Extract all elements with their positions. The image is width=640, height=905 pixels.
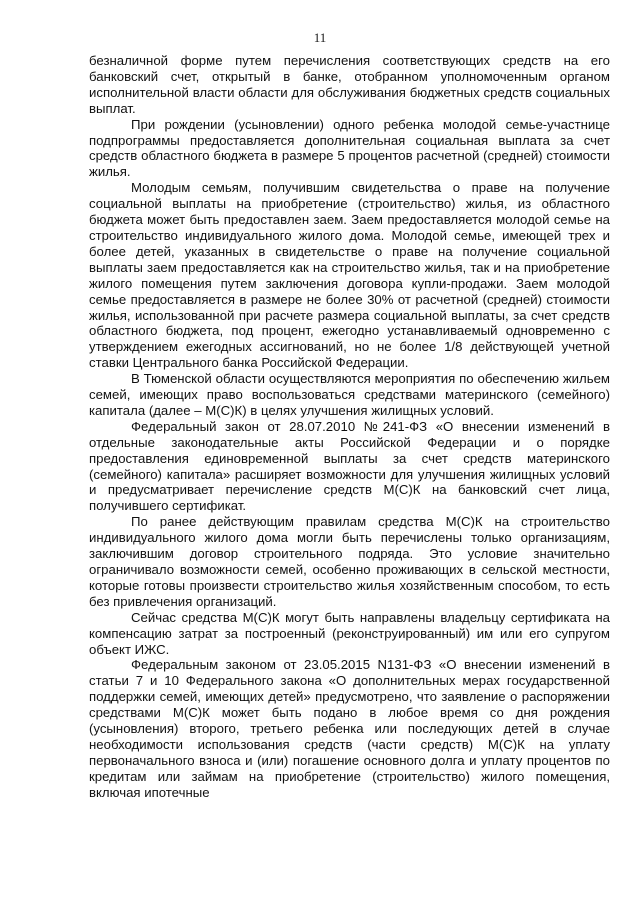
paragraph-8: Федеральным законом от 23.05.2015 N131-ФЗ «О внесении изменений в статьи 7 и 10 Федерального закона «О дополнительных мерах государственной поддержки семей, имеющих детей» предусмотрено, что заявление о распоряжении средствами М(С)К может быть подано в любое время со дня рождения (усыновления) второго, третьего ребенка или последующих детей в случае необходимости использования средств (части средств) М(С)К на уплату первоначального взноса и (или) погашение основного долга и уплату процентов по кредитам или займам на приобретение (строительство) жилого помещения, включая ипотечные <box>89 657 610 800</box>
paragraph-2: При рождении (усыновлении) одного ребенка молодой семье-участнице подпрограммы предоставляется дополнительная социальная выплата за счет средств областного бюджета в размере 5 процентов расчетной (средней) стоимости жилья. <box>89 116 610 180</box>
paragraph-3: Молодым семьям, получившим свидетельства о праве на получение социальной выплаты на приобретение (строительство) жилья, из областного бюджета может быть предоставлен заем. Заем предоставляется молодой семье на строительство индивидуального жилого дома. Молодой семье, имеющей трех и более детей, указанных в свидетельстве о праве на получение социальной выплаты заем предоставляется как на строительство жилья, так и на приобретение жилого помещения путем заключения договора купли-продажи. Заем молодой семье предоставляется в размере не более 30% от расчетной (средней) стоимости жилья, использованной при расчете размера социальной выплаты, за счет средств областного бюджета, под процент, ежегодно устанавливаемый одновременно с утверждением ежегодных ассигнований, но не более 1/8 действующей учетной ставки Центрального банка Российской Федерации. <box>89 180 610 371</box>
paragraph-1: безналичной форме путем перечисления соответствующих средств на его банковский счет, открытый в банке, отобранном уполномоченным органом исполнительной власти области для обслуживания бюджетных средств социальных выплат. <box>89 53 610 116</box>
paragraph-5: Федеральный закон от 28.07.2010 №241-ФЗ «О внесении изменений в отдельные законодательные акты Российской Федерации и о порядке предоставления единовременной выплаты за счет средств материнского (семейного) капитала» расширяет возможности для улучшения жилищных условий и предусматривает перечисление средств М(С)К на банковский счет лица, получившего сертификат. <box>89 418 610 514</box>
page-number: 11 <box>313 30 327 45</box>
paragraph-4: В Тюменской области осуществляются мероприятия по обеспечению жильем семей, имеющих право воспользоваться средствами материнского (семейного) капитала (далее – М(С)К) в целях улучшения жилищных условий. <box>89 371 610 418</box>
paragraph-6: По ранее действующим правилам средства М(С)К на строительство индивидуального жилого дома могли быть перечислены только организациям, заключившим договор строительного подряда. Это условие значительно ограничивало возможности семей, особенно проживающих в сельской местности, которые готовы произвести строительство жилья хозяйственным способом, то есть без привлечения организаций. <box>89 514 610 609</box>
paragraph-7: Сейчас средства М(С)К могут быть направлены владельцу сертификата на компенсацию затрат за построенный (реконструированный) им или его супругом объект ИЖС. <box>89 609 610 657</box>
document-body <box>89 53 610 801</box>
